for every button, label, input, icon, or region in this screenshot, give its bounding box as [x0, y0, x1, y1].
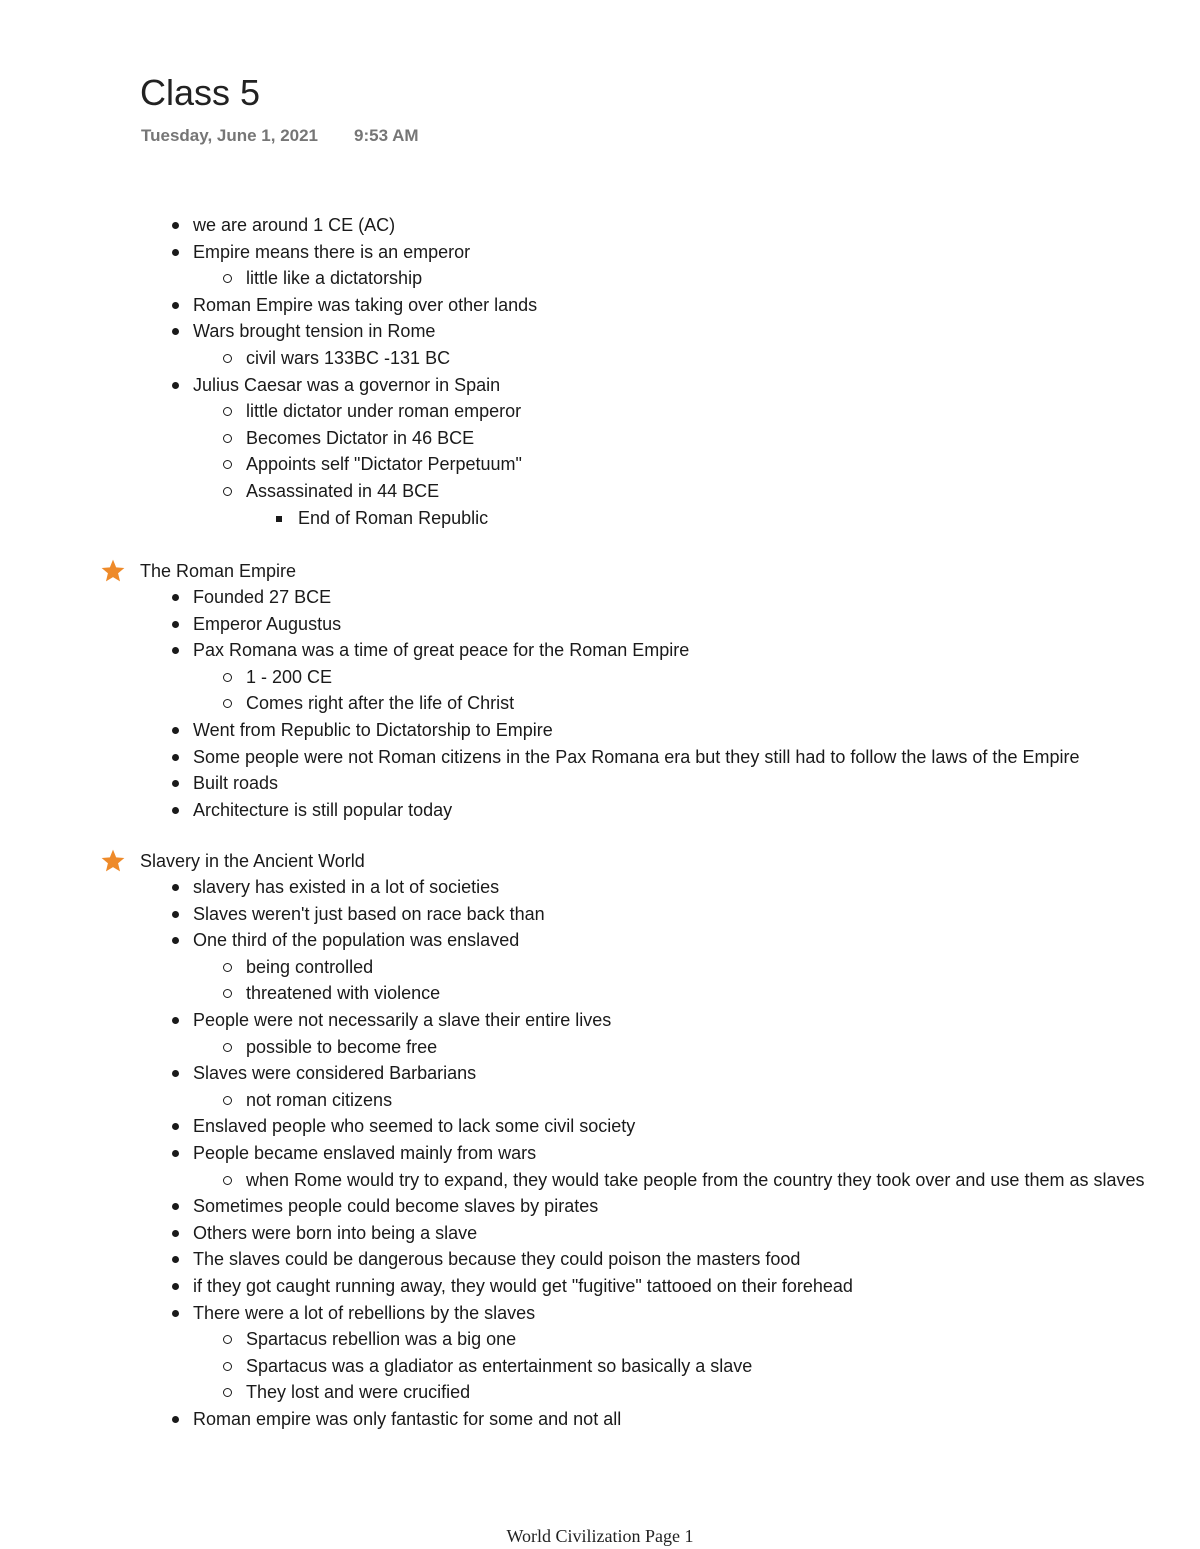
list-item [140, 901, 1200, 928]
bullet-dot-icon [172, 1230, 179, 1237]
list-item-text: Some people were not Roman citizens in the Pax Romana era but they still had to follow the laws of the Empire [193, 746, 1080, 767]
list-item-text: One third of the population was enslaved [193, 930, 520, 951]
list-item-text: Architecture is still popular today [193, 799, 453, 820]
list-item-text: There were a lot of rebellions by the slaves [193, 1302, 536, 1323]
bullet-circle-icon [223, 699, 232, 708]
list-item-text: Assassinated in 44 BCE [246, 480, 440, 501]
list-item [140, 797, 1200, 824]
list-item-text: Built roads [193, 773, 279, 794]
list-item [140, 664, 1200, 691]
list-item [140, 637, 1200, 664]
list-item-text: They lost and were crucified [246, 1382, 471, 1403]
notes-section-slavery [140, 848, 1200, 1432]
bullet-circle-icon [223, 1096, 232, 1105]
page-title: Class 5 [140, 72, 261, 113]
list-item [140, 1034, 1200, 1061]
list-item [140, 584, 1200, 611]
list-item [140, 1326, 1200, 1353]
bullet-circle-icon [223, 354, 232, 363]
list-item [140, 954, 1200, 981]
section-heading [140, 848, 1200, 874]
bullet-dot-icon [172, 1070, 179, 1077]
bullet-dot-icon [172, 302, 179, 309]
bullet-circle-icon [223, 673, 232, 682]
notes-section-intro [140, 212, 1200, 531]
list-item [140, 398, 1200, 425]
bullet-dot-icon [172, 1283, 179, 1290]
bullet-dot-icon [172, 807, 179, 814]
section-heading [140, 558, 1200, 584]
list-item-text: Wars brought tension in Rome [193, 321, 436, 342]
list-item-text: Julius Caesar was a governor in Spain [193, 374, 501, 395]
bullet-list [140, 874, 1200, 1432]
list-item-text: we are around 1 CE (AC) [193, 215, 396, 235]
list-item-text: Founded 27 BCE [193, 587, 332, 607]
list-item-text: civil wars 133BC -131 BC [246, 347, 451, 368]
list-item [140, 1060, 1200, 1087]
star-shape [102, 560, 125, 582]
list-item-text: People became enslaved mainly from wars [193, 1142, 537, 1163]
bullet-dot-icon [172, 1416, 179, 1423]
list-item [140, 318, 1200, 345]
list-item [140, 1140, 1200, 1167]
bullet-circle-icon [223, 434, 232, 443]
list-item-text: possible to become free [246, 1036, 438, 1057]
bullet-dot-icon [172, 727, 179, 734]
bullet-circle-icon [223, 989, 232, 998]
bullet-dot-icon [172, 937, 179, 944]
list-item [140, 1379, 1200, 1406]
list-item [140, 239, 1200, 266]
list-item-text: Pax Romana was a time of great peace for the Roman Empire [193, 640, 690, 661]
list-item [140, 1220, 1200, 1247]
bullet-circle-icon [223, 407, 232, 416]
bullet-circle-icon [223, 1362, 232, 1371]
list-item-text: End of Roman Republic [298, 507, 489, 528]
page-meta [141, 126, 419, 146]
bullet-dot-icon [172, 249, 179, 256]
bullet-circle-icon [223, 1388, 232, 1397]
list-item [140, 770, 1200, 797]
list-item-text: Appoints self "Dictator Perpetuum" [246, 454, 522, 475]
bullet-dot-icon [172, 1123, 179, 1130]
list-item-text: Roman empire was only fantastic for some and not all [193, 1408, 622, 1429]
list-item-text: not roman citizens [246, 1089, 393, 1110]
list-item-text: Slaves were considered Barbarians [193, 1063, 477, 1084]
list-item-text: Spartacus was a gladiator as entertainment so basically a slave [246, 1355, 753, 1376]
list-item-text: Empire means there is an emperor [193, 241, 471, 262]
list-item [140, 451, 1200, 478]
list-item [140, 478, 1200, 505]
list-item [140, 1007, 1200, 1034]
list-item [140, 372, 1200, 399]
list-item-text: Enslaved people who seemed to lack some civil society [193, 1116, 636, 1137]
bullet-circle-icon [223, 1335, 232, 1344]
bullet-dot-icon [172, 647, 179, 654]
bullet-dot-icon [172, 780, 179, 787]
list-item [140, 1167, 1200, 1194]
bullet-dot-icon [172, 1017, 179, 1024]
bullet-circle-icon [223, 487, 232, 496]
list-item [140, 611, 1200, 638]
bullet-dot-icon [172, 1203, 179, 1210]
list-item [140, 980, 1200, 1007]
list-item-text: when Rome would try to expand, they would take people from the country they took over and use them as slaves [246, 1169, 1145, 1190]
list-item-text: slavery has existed in a lot of societies [193, 877, 500, 897]
list-item [140, 505, 1200, 532]
section-heading-text: Slavery in the Ancient World [140, 851, 365, 871]
list-item [140, 927, 1200, 954]
list-item [140, 1406, 1200, 1433]
list-item [140, 690, 1200, 717]
page-footer: World Civilization Page 1 [506, 1526, 694, 1546]
page-time: 9:53 AM [354, 126, 419, 145]
list-item-text: Sometimes people could become slaves by pirates [193, 1196, 599, 1217]
section-heading-text: The Roman Empire [140, 561, 297, 581]
bullet-circle-icon [223, 1176, 232, 1185]
list-item [140, 1273, 1200, 1300]
list-item [140, 1300, 1200, 1327]
list-item-text: Spartacus rebellion was a big one [246, 1329, 517, 1350]
list-item [140, 717, 1200, 744]
bullet-list [140, 212, 1200, 531]
bullet-dot-icon [172, 1150, 179, 1157]
list-item [140, 345, 1200, 372]
list-item [140, 292, 1200, 319]
list-item-text: Went from Republic to Dictatorship to Empire [193, 719, 553, 740]
bullet-dot-icon [172, 911, 179, 918]
bullet-dot-icon [172, 621, 179, 628]
list-item-text: The slaves could be dangerous because they could poison the masters food [193, 1249, 801, 1270]
list-item [140, 265, 1200, 292]
bullet-circle-icon [223, 1043, 232, 1052]
list-item-text: Becomes Dictator in 46 BCE [246, 427, 475, 448]
list-item [140, 1353, 1200, 1380]
list-item-text: being controlled [246, 956, 374, 977]
bullet-circle-icon [223, 274, 232, 283]
list-item-text: Comes right after the life of Christ [246, 693, 515, 714]
list-item [140, 744, 1200, 771]
bullet-dot-icon [172, 1310, 179, 1317]
list-item-text: little like a dictatorship [246, 268, 423, 289]
list-item-text: if they got caught running away, they would get "fugitive" tattooed on their forehead [193, 1275, 853, 1296]
list-item [140, 1246, 1200, 1273]
bullet-circle-icon [223, 963, 232, 972]
list-item-text: Emperor Augustus [193, 613, 342, 634]
list-item [140, 874, 1200, 901]
bullet-list [140, 584, 1200, 823]
list-item-text: People were not necessarily a slave their entire lives [193, 1009, 612, 1030]
list-item [140, 1113, 1200, 1140]
star-shape [102, 850, 125, 872]
list-item-text: 1 - 200 CE [246, 666, 333, 687]
list-item-text: Roman Empire was taking over other lands [193, 294, 538, 315]
star-icon [100, 558, 126, 584]
bullet-dot-icon [172, 328, 179, 335]
bullet-circle-icon [223, 460, 232, 469]
notes-section-roman-empire [140, 558, 1200, 823]
bullet-square-icon [276, 516, 282, 522]
list-item-text: threatened with violence [246, 983, 441, 1004]
bullet-dot-icon [172, 754, 179, 761]
page-date: Tuesday, June 1, 2021 [141, 126, 319, 145]
bullet-dot-icon [172, 594, 179, 601]
star-icon [100, 848, 126, 874]
bullet-dot-icon [172, 222, 179, 229]
list-item [140, 1193, 1200, 1220]
list-item [140, 425, 1200, 452]
list-item-text: Others were born into being a slave [193, 1222, 478, 1243]
list-item [140, 212, 1200, 239]
list-item-text: Slaves weren't just based on race back than [193, 903, 545, 924]
bullet-dot-icon [172, 382, 179, 389]
list-item-text: little dictator under roman emperor [246, 401, 522, 422]
bullet-dot-icon [172, 884, 179, 891]
list-item [140, 1087, 1200, 1114]
bullet-dot-icon [172, 1256, 179, 1263]
